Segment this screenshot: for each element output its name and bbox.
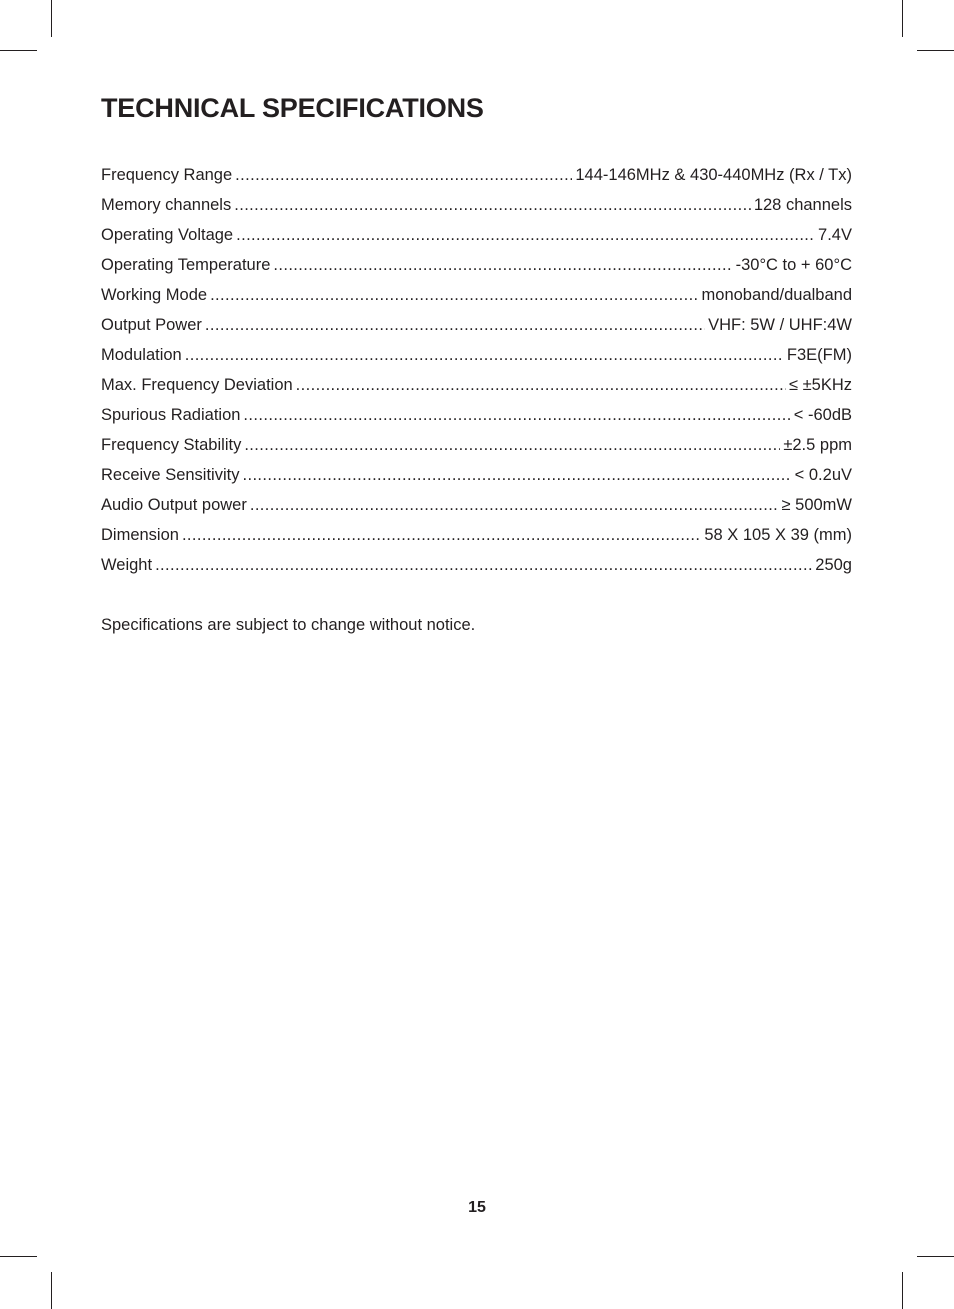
spec-row [101, 310, 852, 340]
spec-value: VHF: 5W / UHF:4W [708, 316, 852, 334]
spec-row [101, 220, 852, 250]
page-title: TECHNICAL SPECIFICATIONS [101, 93, 484, 123]
spec-value: monoband/dualband [701, 286, 852, 304]
dot-leader [155, 550, 812, 580]
spec-value: ≥ 500mW [781, 496, 852, 514]
spec-value: 250g [815, 556, 852, 574]
crop-mark-top-right-vertical [902, 0, 903, 37]
dot-leader [205, 310, 705, 340]
crop-mark-bottom-left-horizontal [0, 1256, 37, 1257]
spec-row [101, 490, 852, 520]
dot-leader [273, 250, 732, 280]
spec-row [101, 430, 852, 460]
spec-row [101, 460, 852, 490]
spec-label: Weight [101, 556, 153, 574]
dot-leader [210, 280, 698, 310]
spec-label: Operating Temperature [101, 256, 271, 274]
crop-mark-top-left-horizontal [0, 50, 37, 51]
spec-row [101, 370, 852, 400]
dot-leader [185, 340, 784, 370]
spec-label: Output Power [101, 316, 202, 334]
crop-mark-top-right-horizontal [917, 50, 954, 51]
spec-row [101, 160, 852, 190]
dot-leader [242, 460, 791, 490]
spec-value: -30°C to + 60°C [735, 256, 852, 274]
crop-mark-bottom-left-vertical [51, 1272, 52, 1309]
spec-value: F3E(FM) [786, 346, 852, 364]
spec-label: Modulation [101, 346, 182, 364]
spec-label: Max. Frequency Deviation [101, 376, 293, 394]
spec-label: Spurious Radiation [101, 406, 241, 424]
spec-value: 128 channels [753, 196, 852, 214]
crop-mark-bottom-right-horizontal [917, 1256, 954, 1257]
spec-value: 7.4V [818, 226, 852, 244]
spec-row [101, 250, 852, 280]
spec-label: Frequency Stability [101, 436, 242, 454]
dot-leader [182, 520, 701, 550]
dot-leader [235, 160, 572, 190]
spec-label: Receive Sensitivity [101, 466, 240, 484]
crop-mark-top-left-vertical [51, 0, 52, 37]
spec-label: Audio Output power [101, 496, 247, 514]
spec-value: < 0.2uV [794, 466, 852, 484]
spec-row [101, 280, 852, 310]
spec-label: Dimension [101, 526, 179, 544]
spec-row [101, 400, 852, 430]
spec-row [101, 340, 852, 370]
spec-list [101, 160, 852, 580]
spec-label: Working Mode [101, 286, 208, 304]
page-number: 15 [468, 1199, 486, 1216]
spec-value: < -60dB [793, 406, 852, 424]
crop-mark-bottom-right-vertical [902, 1272, 903, 1309]
spec-value: ±2.5 ppm [783, 436, 852, 454]
dot-leader [243, 400, 790, 430]
spec-value: 144-146MHz & 430-440MHz (Rx / Tx) [575, 166, 852, 184]
dot-leader [244, 430, 780, 460]
spec-label: Frequency Range [101, 166, 233, 184]
spec-row [101, 190, 852, 220]
spec-value: ≤ ±5KHz [788, 376, 852, 394]
dot-leader [234, 190, 751, 220]
spec-row [101, 520, 852, 550]
dot-leader [250, 490, 779, 520]
spec-label: Memory channels [101, 196, 232, 214]
spec-value: 58 X 105 X 39 (mm) [704, 526, 852, 544]
spec-row [101, 550, 852, 580]
spec-label: Operating Voltage [101, 226, 234, 244]
change-notice: Specifications are subject to change without notice. [101, 616, 476, 634]
dot-leader [296, 370, 786, 400]
dot-leader [236, 220, 815, 250]
